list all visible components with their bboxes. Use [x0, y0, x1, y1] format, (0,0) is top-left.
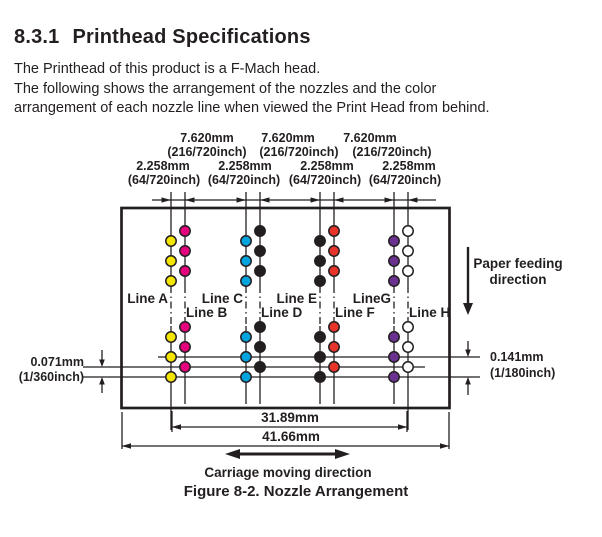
left-dim-arrow-down: [99, 360, 105, 368]
dimension-arrowhead: [408, 197, 418, 202]
top-dimension-label: (64/720inch): [207, 173, 281, 187]
left-dim-arrow-up: [99, 377, 105, 385]
carriage-direction-label: Carriage moving direction: [204, 465, 372, 480]
nozzle-dot: [180, 342, 190, 352]
nozzle-dot: [315, 276, 325, 286]
outer-width-arrow-right: [440, 443, 449, 449]
carriage-arrow-head-right: [335, 449, 350, 459]
top-dimension-label: 2.258mm: [300, 159, 354, 173]
top-dimension-label: 7.620mm: [343, 131, 397, 145]
nozzle-dot: [403, 362, 413, 372]
top-dimension-labels: [128, 131, 441, 187]
nozzle-line-label: Line A: [127, 291, 168, 306]
left-offset-mm-label: 0.071mm: [30, 355, 84, 369]
inner-width-arrow-right: [398, 424, 407, 430]
nozzle-dot: [389, 276, 399, 286]
top-dimension-label: (216/720inch): [167, 145, 247, 159]
dimension-arrowhead: [237, 197, 247, 202]
nozzle-dot: [255, 246, 265, 256]
nozzle-dot: [329, 362, 339, 372]
paper-feed-arrow-head: [463, 303, 473, 315]
nozzle-dot: [315, 256, 325, 266]
nozzle-dot: [166, 256, 176, 266]
nozzle-dot: [403, 266, 413, 276]
top-dimension-label: 2.258mm: [382, 159, 436, 173]
nozzle-dot: [389, 236, 399, 246]
nozzle-dot: [255, 226, 265, 236]
nozzle-dot: [315, 332, 325, 342]
nozzle-dot: [180, 362, 190, 372]
right-offset-inch-label: (1/180inch): [490, 366, 556, 380]
nozzle-dot: [241, 352, 251, 362]
nozzle-dot: [389, 352, 399, 362]
paper-feed-label-2: direction: [489, 272, 547, 287]
nozzle-dot: [403, 342, 413, 352]
top-dimension-label: (64/720inch): [288, 173, 362, 187]
nozzle-dot: [329, 266, 339, 276]
nozzle-dot: [403, 226, 413, 236]
nozzle-dot: [315, 236, 325, 246]
body-line: The Printhead of this product is a F-Mach head.: [14, 61, 321, 77]
nozzle-dot: [389, 372, 399, 382]
nozzle-dot: [389, 332, 399, 342]
nozzle-line-label: Line D: [261, 305, 303, 320]
dimension-arrowhead: [260, 197, 270, 202]
outer-width-label: 41.66mm: [262, 429, 320, 444]
nozzle-dot: [403, 246, 413, 256]
section-title: Printhead Specifications: [72, 26, 311, 48]
top-dimension-label: (64/720inch): [127, 173, 201, 187]
nozzle-dot: [166, 276, 176, 286]
section-number: 8.3.1: [14, 26, 60, 48]
body-line: The following shows the arrangement of the nozzles and the color: [14, 80, 437, 97]
nozzle-dot: [166, 372, 176, 382]
figure-caption: Figure 8-2. Nozzle Arrangement: [183, 483, 409, 500]
nozzle-dot: [241, 256, 251, 266]
nozzle-dot: [241, 276, 251, 286]
right-offset-mm-label: 0.141mm: [490, 350, 544, 364]
nozzle-dot: [255, 342, 265, 352]
nozzle-dot: [403, 322, 413, 332]
nozzle-dot: [241, 372, 251, 382]
top-dimension-label: 2.258mm: [136, 159, 190, 173]
dimension-arrowhead: [162, 197, 172, 202]
nozzle-dot: [180, 266, 190, 276]
inner-width-arrow-left: [172, 424, 181, 430]
top-dimension-label: 7.620mm: [180, 131, 234, 145]
outer-width-arrow-left: [122, 443, 131, 449]
nozzle-line-label: Line B: [186, 305, 228, 320]
top-dimension-label: 7.620mm: [261, 131, 315, 145]
nozzle-line-label: Line H: [409, 305, 451, 320]
nozzle-dot: [166, 236, 176, 246]
nozzle-dot: [166, 352, 176, 362]
nozzle-line-label: LineG: [352, 291, 391, 306]
nozzle-dot: [329, 226, 339, 236]
dimension-arrowhead: [385, 197, 395, 202]
nozzle-dot: [329, 246, 339, 256]
nozzle-dot: [329, 322, 339, 332]
nozzle-lines-group: [127, 192, 450, 430]
left-offset-inch-label: (1/360inch): [18, 370, 84, 384]
nozzle-dot: [180, 322, 190, 332]
nozzle-dot: [315, 352, 325, 362]
dimension-arrowhead: [311, 197, 321, 202]
dimension-arrowhead: [334, 197, 344, 202]
carriage-arrow-head-left: [225, 449, 240, 459]
right-dim-arrow-down: [465, 350, 471, 358]
nozzle-dot: [255, 266, 265, 276]
body-line: arrangement of each nozzle line when viewed the Print Head from behind.: [14, 100, 490, 116]
right-dim-arrow-up: [465, 377, 471, 385]
nozzle-line-label: Line F: [335, 305, 375, 320]
paper-feed-label-1: Paper feeding: [473, 256, 563, 271]
top-dimension-label: (64/720inch): [368, 173, 442, 187]
top-dimension-label: 2.258mm: [218, 159, 272, 173]
nozzle-line-label: Line C: [201, 291, 243, 306]
top-dimension-label: (216/720inch): [259, 145, 339, 159]
nozzle-dot: [241, 236, 251, 246]
nozzle-dot: [180, 246, 190, 256]
nozzle-dot: [241, 332, 251, 342]
inner-width-label: 31.89mm: [261, 410, 319, 425]
nozzle-dot: [329, 342, 339, 352]
nozzle-dot: [389, 256, 399, 266]
top-dimension-label: (216/720inch): [352, 145, 432, 159]
nozzle-dot: [166, 332, 176, 342]
nozzle-dot: [315, 372, 325, 382]
nozzle-dot: [255, 362, 265, 372]
nozzle-line-label: Line E: [276, 291, 317, 306]
nozzle-dot: [180, 226, 190, 236]
dimension-arrowhead: [185, 197, 195, 202]
nozzle-dot: [255, 322, 265, 332]
